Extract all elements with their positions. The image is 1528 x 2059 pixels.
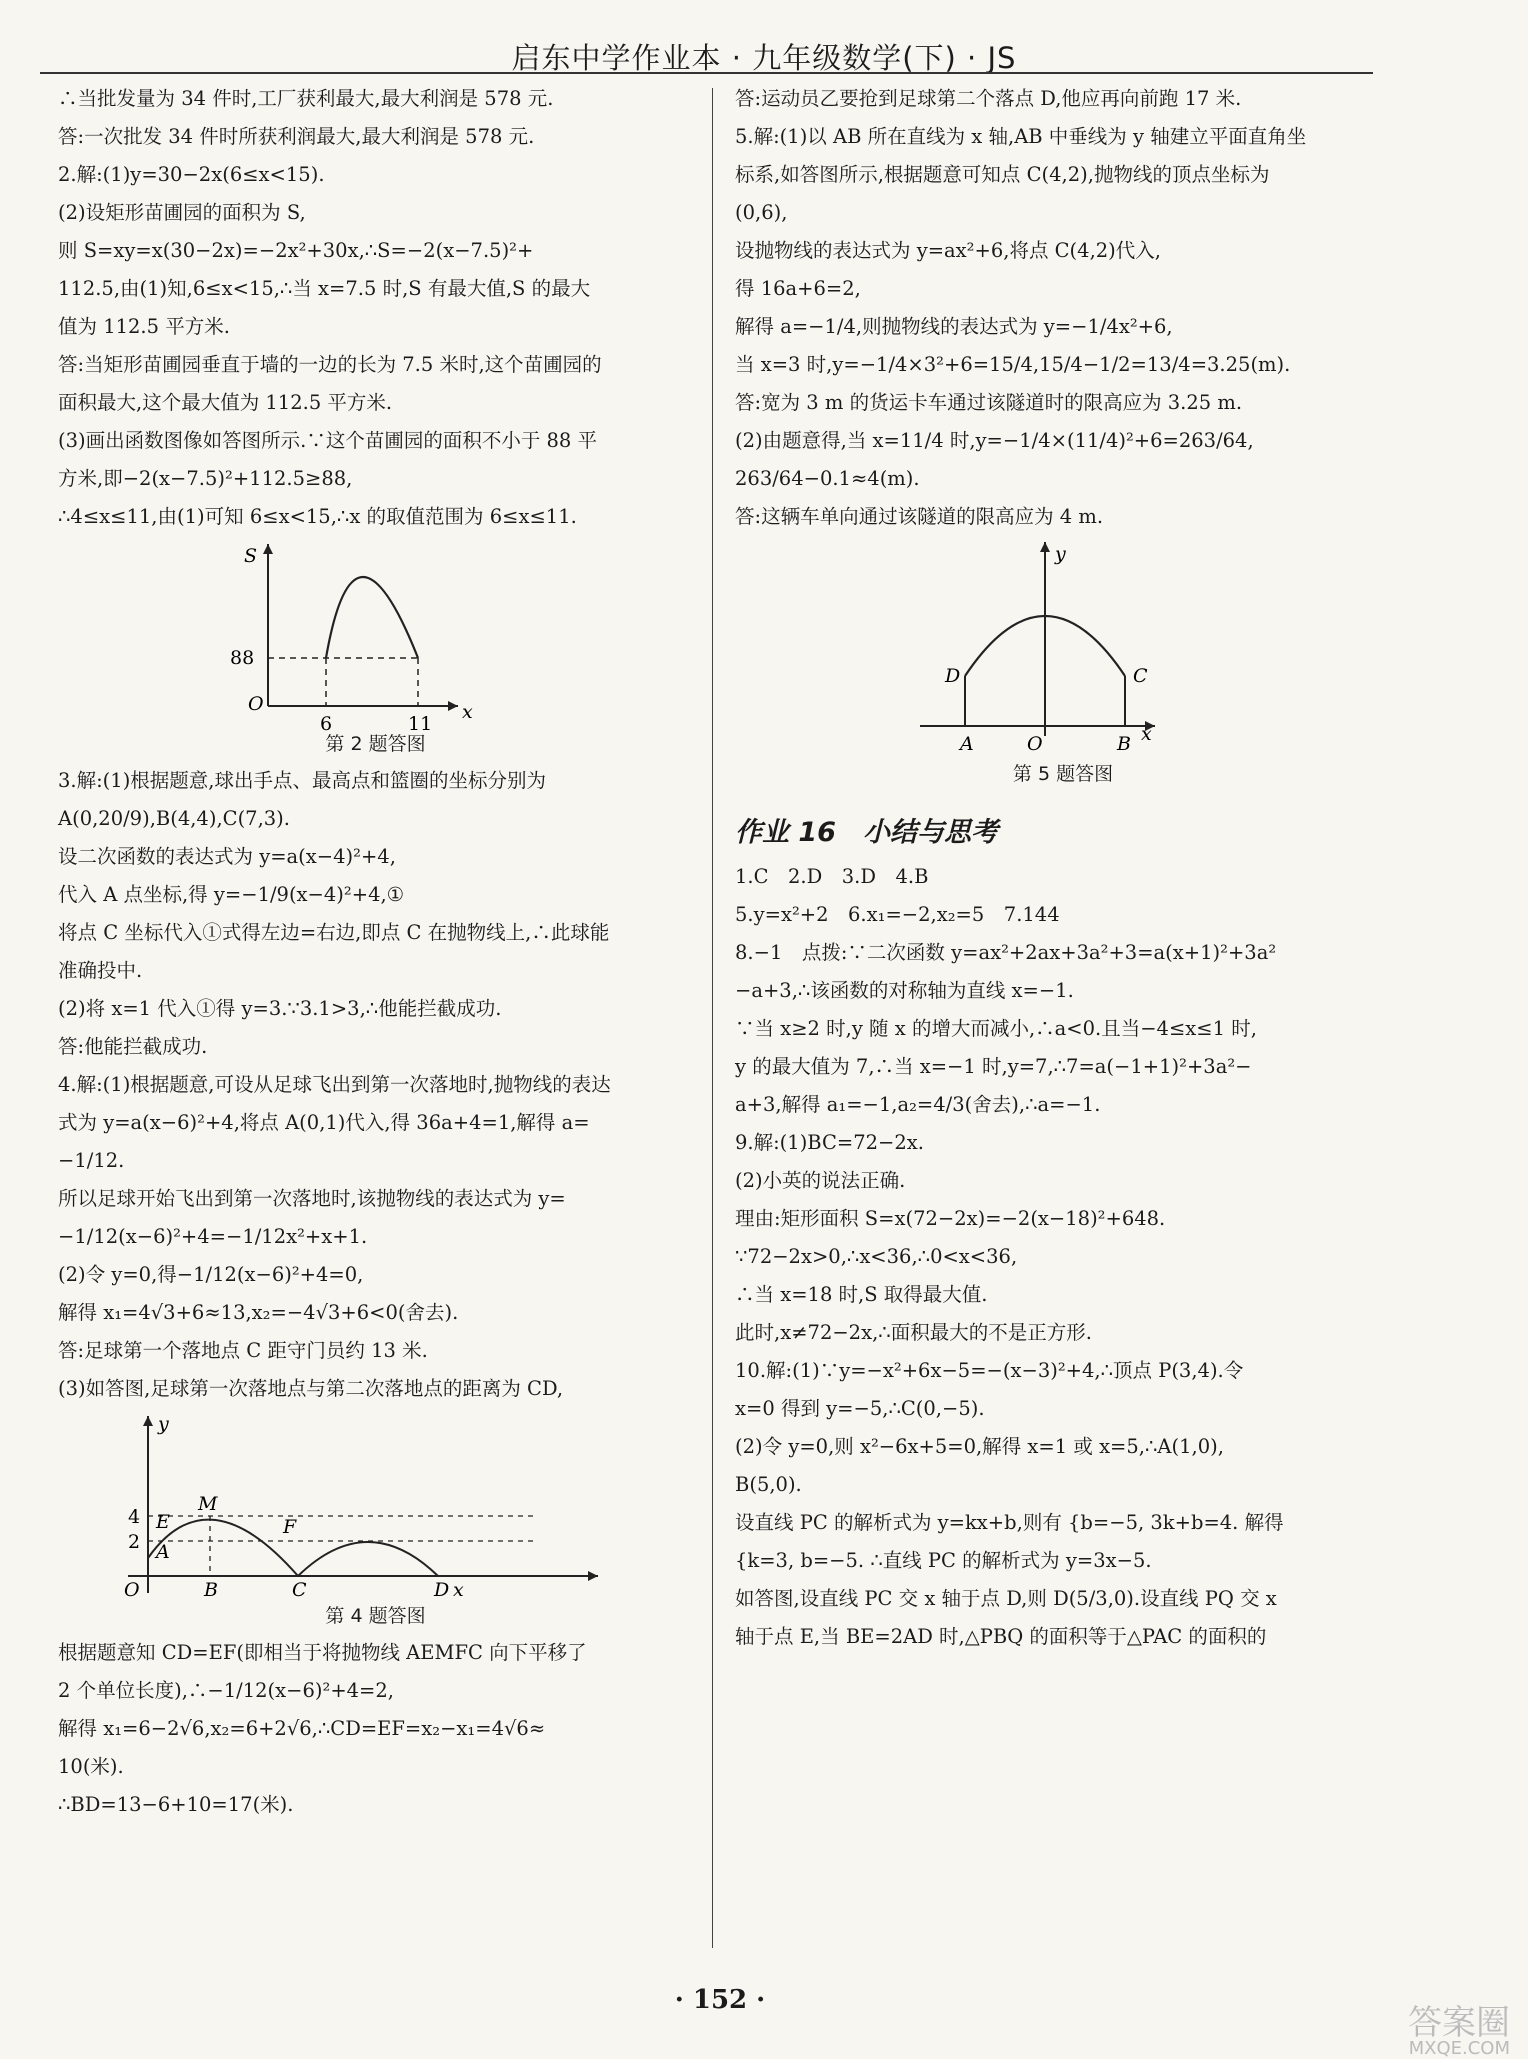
fig2-graph bbox=[58, 536, 693, 735]
text-line: 设直线 PC 的解析式为 y=kx+b,则有 {b=−5, 3k+b=4. 解得 bbox=[735, 1511, 1284, 1534]
text-line: 设抛物线的表达式为 y=ax²+6,将点 C(4,2)代入, bbox=[735, 239, 1161, 262]
text-line: (2)小英的说法正确. bbox=[735, 1169, 906, 1192]
column-divider bbox=[712, 88, 713, 1948]
text-line: 1.C 2.D 3.D 4.B bbox=[735, 865, 929, 888]
text-line: (2)令 y=0,得−1/12(x−6)²+4=0, bbox=[58, 1263, 364, 1286]
text-line: y 的最大值为 7,∴当 x=−1 时,y=7,∴7=a(−1+1)²+3a²− bbox=[735, 1055, 1252, 1078]
text-line: 则 S=xy=x(30−2x)=−2x²+30x,∴S=−2(x−7.5)²+ bbox=[58, 239, 534, 262]
text-line: −a+3,∴该函数的对称轴为直线 x=−1. bbox=[735, 979, 1074, 1002]
left-column bbox=[58, 80, 693, 1824]
text-line: 2 个单位长度),∴−1/12(x−6)²+4=2, bbox=[58, 1679, 395, 1702]
text-line: (2)令 y=0,则 x²−6x+5=0,解得 x=1 或 x=5,∴A(1,0), bbox=[735, 1435, 1224, 1458]
fig4-point-m: M bbox=[198, 1493, 218, 1515]
watermark-text: 答案圈 bbox=[1408, 2003, 1510, 2043]
fig5-origin: O bbox=[1027, 733, 1043, 755]
fig4-y-tick-4: 4 bbox=[128, 1506, 141, 1528]
text-line: 根据题意知 CD=EF(即相当于将抛物线 AEMFC 向下平移了 bbox=[58, 1641, 587, 1664]
text-line: 解得 x₁=4√3+6≈13,x₂=−4√3+6<0(舍去). bbox=[58, 1301, 459, 1324]
fig2-caption: 第 2 题答图 bbox=[325, 733, 426, 755]
fig4-origin: O bbox=[124, 1579, 140, 1601]
text-line: 轴于点 E,当 BE=2AD 时,△PBQ 的面积等于△PAC 的面积的 bbox=[735, 1625, 1267, 1648]
text-line: ∵当 x≥2 时,y 随 x 的增大而减小,∴a<0.且当−4≤x≤1 时, bbox=[735, 1017, 1257, 1040]
text-line: 8.−1 点拨:∵二次函数 y=ax²+2ax+3a²+3=a(x+1)²+3a² bbox=[735, 941, 1277, 964]
fig5-graph bbox=[735, 536, 1391, 756]
text-line: 将点 C 坐标代入①式得左边=右边,即点 C 在抛物线上,∴此球能 bbox=[58, 921, 610, 944]
text-line: 准确投中. bbox=[58, 959, 143, 982]
text-line: (3)画出函数图像如答图所示.∵这个苗圃园的面积不小于 88 平 bbox=[58, 429, 598, 452]
text-line: 9.解:(1)BC=72−2x. bbox=[735, 1131, 925, 1154]
text-line: 代入 A 点坐标,得 y=−1/9(x−4)²+4,① bbox=[58, 883, 405, 906]
watermark-url: MXQE.COM bbox=[1408, 2038, 1510, 2059]
text-line: 设二次函数的表达式为 y=a(x−4)²+4, bbox=[58, 845, 396, 868]
text-line: 答:运动员乙要抢到足球第二个落点 D,他应再向前跑 17 米. bbox=[735, 87, 1242, 110]
text-line: 10.解:(1)∵y=−x²+6x−5=−(x−3)²+4,∴顶点 P(3,4).令 bbox=[735, 1359, 1244, 1382]
text-line: 如答图,设直线 PC 交 x 轴于点 D,则 D(5/3,0).设直线 PQ 交 x bbox=[735, 1587, 1277, 1610]
text-line: ∵72−2x>0,∴x<36,∴0<x<36, bbox=[735, 1245, 1018, 1268]
page-number: · 152 · bbox=[674, 1985, 766, 2015]
text-line: 标系,如答图所示,根据题意可知点 C(4,2),抛物线的顶点坐标为 bbox=[735, 163, 1270, 186]
fig5-x-label: x bbox=[1141, 723, 1152, 745]
text-line: 所以足球开始飞出到第一次落地时,该抛物线的表达式为 y= bbox=[58, 1187, 566, 1210]
text-line: 值为 112.5 平方米. bbox=[58, 315, 230, 338]
text-line: 5.解:(1)以 AB 所在直线为 x 轴,AB 中垂线为 y 轴建立平面直角坐 bbox=[735, 125, 1307, 148]
fig4-point-b: B bbox=[204, 1579, 218, 1601]
fig2-x-tick-1: 6 bbox=[320, 713, 333, 735]
right-column bbox=[735, 80, 1391, 1656]
fig5-point-c: C bbox=[1133, 665, 1148, 687]
text-line: 面积最大,这个最大值为 112.5 平方米. bbox=[58, 391, 393, 414]
text-line: (3)如答图,足球第一次落地点与第二次落地点的距离为 CD, bbox=[58, 1377, 564, 1400]
text-line: 方米,即−2(x−7.5)²+112.5≥88, bbox=[58, 467, 353, 490]
text-line: 得 16a+6=2, bbox=[735, 277, 861, 300]
fig4-y-tick-2: 2 bbox=[128, 1531, 141, 1553]
fig5-point-a: A bbox=[960, 733, 974, 755]
text-line: −1/12. bbox=[58, 1149, 125, 1172]
text-line: 答:宽为 3 m 的货运卡车通过该隧道时的限高应为 3.25 m. bbox=[735, 391, 1243, 414]
figure-problem-2 bbox=[58, 536, 693, 735]
text-line: 2.解:(1)y=30−2x(6≤x<15). bbox=[58, 163, 325, 186]
text-line: 解得 a=−1/4,则抛物线的表达式为 y=−1/4x²+6, bbox=[735, 315, 1173, 338]
fig4-point-d: D bbox=[434, 1579, 450, 1601]
text-line: ∴当 x=18 时,S 取得最大值. bbox=[735, 1283, 988, 1306]
fig4-point-a: A bbox=[156, 1541, 170, 1563]
text-line: (0,6), bbox=[735, 201, 788, 224]
text-line: B(5,0). bbox=[735, 1473, 802, 1496]
text-line: 4.解:(1)根据题意,可设从足球飞出到第一次落地时,抛物线的表达 bbox=[58, 1073, 611, 1096]
header-rule bbox=[40, 72, 1373, 74]
fig4-point-c: C bbox=[292, 1579, 307, 1601]
text-line: 5.y=x²+2 6.x₁=−2,x₂=5 7.144 bbox=[735, 903, 1060, 926]
text-line: 理由:矩形面积 S=x(72−2x)=−2(x−18)²+648. bbox=[735, 1207, 1166, 1230]
text-line: ∴4≤x≤11,由(1)可知 6≤x<15,∴x 的取值范围为 6≤x≤11. bbox=[58, 505, 577, 528]
fig2-x-label: x bbox=[462, 701, 473, 723]
text-line: 263/64−0.1≈4(m). bbox=[735, 467, 920, 490]
text-line: 答:这辆车单向通过该隧道的限高应为 4 m. bbox=[735, 505, 1104, 528]
fig5-point-d: D bbox=[945, 665, 961, 687]
fig4-graph bbox=[58, 1408, 693, 1601]
fig4-caption: 第 4 题答图 bbox=[325, 1605, 426, 1627]
text-line: 当 x=3 时,y=−1/4×3²+6=15/4,15/4−1/2=13/4=3.25(m). bbox=[735, 353, 1291, 376]
watermark-logo bbox=[1290, 1995, 1510, 2059]
left-text-block-c bbox=[58, 1634, 693, 1824]
fig5-point-b: B bbox=[1117, 733, 1131, 755]
text-line: 此时,x≠72−2x,∴面积最大的不是正方形. bbox=[735, 1321, 1092, 1344]
fig4-point-f: F bbox=[283, 1516, 297, 1538]
text-line: 答:他能拦截成功. bbox=[58, 1035, 208, 1058]
text-line: ∴当批发量为 34 件时,工厂获利最大,最大利润是 578 元. bbox=[58, 87, 554, 110]
text-line: 答:当矩形苗圃园垂直于墙的一边的长为 7.5 米时,这个苗圃园的 bbox=[58, 353, 602, 376]
text-line: 112.5,由(1)知,6≤x<15,∴当 x=7.5 时,S 有最大值,S 的最大 bbox=[58, 277, 591, 300]
text-line: (2)设矩形苗圃园的面积为 S, bbox=[58, 201, 306, 224]
fig4-point-e: E bbox=[156, 1511, 170, 1533]
fig5-y-label: y bbox=[1055, 543, 1066, 565]
fig5-caption: 第 5 题答图 bbox=[1012, 763, 1114, 785]
figure-problem-5 bbox=[735, 536, 1391, 756]
text-line: x=0 得到 y=−5,∴C(0,−5). bbox=[735, 1397, 985, 1420]
text-line: A(0,20/9),B(4,4),C(7,3). bbox=[58, 807, 290, 830]
text-line: (2)由题意得,当 x=11/4 时,y=−1/4×(11/4)²+6=263/64, bbox=[735, 429, 1254, 452]
right-text-block-b bbox=[735, 858, 1391, 1656]
text-line: 式为 y=a(x−6)²+4,将点 A(0,1)代入,得 36a+4=1,解得 a= bbox=[58, 1111, 590, 1134]
page-header bbox=[0, 0, 1528, 75]
text-line: 答:足球第一个落地点 C 距守门员约 13 米. bbox=[58, 1339, 428, 1362]
fig2-y-tick: 88 bbox=[230, 647, 255, 669]
fig4-x-label: x bbox=[453, 1579, 464, 1601]
text-line: a+3,解得 a₁=−1,a₂=4/3(舍去),∴a=−1. bbox=[735, 1093, 1101, 1116]
text-line: (2)将 x=1 代入①得 y=3.∵3.1>3,∴他能拦截成功. bbox=[58, 997, 502, 1020]
text-line: 10(米). bbox=[58, 1755, 124, 1778]
left-text-block-a bbox=[58, 80, 693, 536]
text-line: 解得 x₁=6−2√6,x₂=6+2√6,∴CD=EF=x₂−x₁=4√6≈ bbox=[58, 1717, 546, 1740]
text-line: 3.解:(1)根据题意,球出手点、最高点和篮圈的坐标分别为 bbox=[58, 769, 546, 792]
left-text-block-b bbox=[58, 762, 693, 1408]
fig2-y-label: S bbox=[244, 545, 258, 567]
figure-problem-4 bbox=[58, 1408, 693, 1601]
fig2-origin: O bbox=[248, 693, 264, 715]
text-line: {k=3, b=−5. ∴直线 PC 的解析式为 y=3x−5. bbox=[735, 1549, 1152, 1572]
text-line: 答:一次批发 34 件时所获利润最大,最大利润是 578 元. bbox=[58, 125, 535, 148]
text-line: ∴BD=13−6+10=17(米). bbox=[58, 1793, 294, 1816]
text-line: −1/12(x−6)²+4=−1/12x²+x+1. bbox=[58, 1225, 368, 1248]
right-text-block-a bbox=[735, 80, 1391, 536]
fig4-y-label: y bbox=[158, 1413, 169, 1435]
fig2-x-tick-2: 11 bbox=[408, 713, 433, 735]
page-title: 启东中学作业本 · 九年级数学(下) · JS bbox=[511, 41, 1017, 75]
section-title: 作业 16 小结与思考 bbox=[735, 817, 998, 848]
